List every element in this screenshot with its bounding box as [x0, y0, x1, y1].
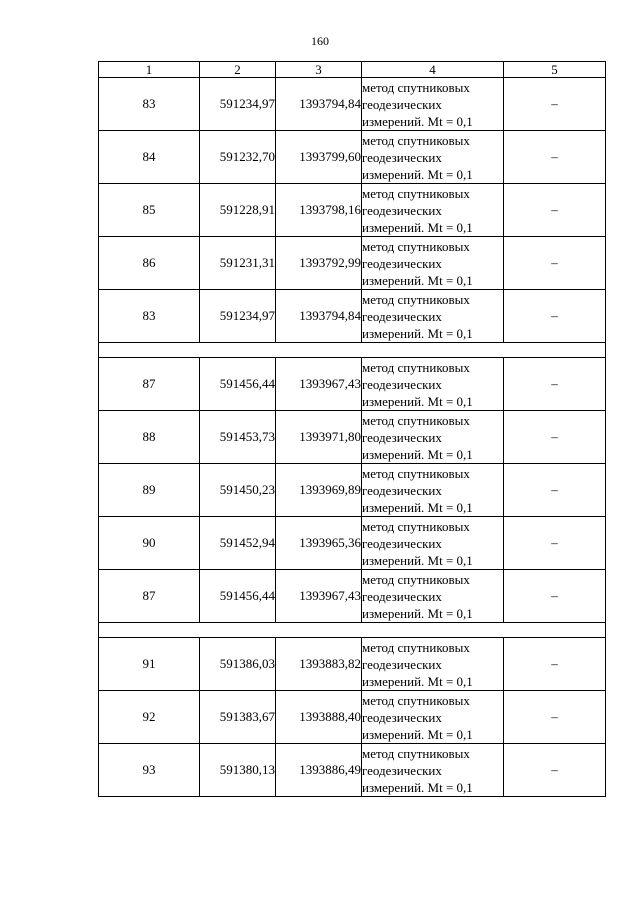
method-line: геодезических [362, 429, 442, 445]
method-line: измерений. Mt = 0,1 [362, 552, 473, 568]
method-cell [362, 638, 504, 691]
method-line: метод спутниковых [362, 185, 470, 201]
point-number-cell: 84 [99, 131, 200, 184]
method-cell [362, 78, 504, 131]
point-number-cell: 89 [99, 464, 200, 517]
coordinate-y-cell: 1393969,89 [276, 464, 362, 517]
coordinate-y-cell: 1393967,43 [276, 570, 362, 623]
table-row [99, 78, 606, 131]
method-line: геодезических [362, 376, 442, 392]
method-line: метод спутниковых [362, 745, 470, 761]
method-line: геодезических [362, 308, 442, 324]
group-separator-cell [99, 343, 606, 358]
note-cell: – [504, 131, 606, 184]
point-number-cell: 86 [99, 237, 200, 290]
method-cell [362, 290, 504, 343]
note-cell: – [504, 744, 606, 797]
method-line: геодезических [362, 588, 442, 604]
point-number-cell: 90 [99, 517, 200, 570]
point-number-cell: 93 [99, 744, 200, 797]
method-line: геодезических [362, 149, 442, 165]
method-line: метод спутниковых [362, 639, 470, 655]
group-separator-row [99, 623, 606, 638]
table-row [99, 184, 606, 237]
column-header-4: 4 [362, 62, 504, 78]
method-line: измерений. Mt = 0,1 [362, 166, 473, 182]
method-line: измерений. Mt = 0,1 [362, 726, 473, 742]
method-line: метод спутниковых [362, 518, 470, 534]
method-cell [362, 744, 504, 797]
coordinate-y-cell: 1393794,84 [276, 78, 362, 131]
coordinate-y-cell: 1393792,99 [276, 237, 362, 290]
note-cell: – [504, 184, 606, 237]
method-line: геодезических [362, 202, 442, 218]
method-line: метод спутниковых [362, 238, 470, 254]
coordinate-x-cell: 591380,13 [200, 744, 276, 797]
method-cell [362, 184, 504, 237]
table-row [99, 464, 606, 517]
method-line: измерений. Mt = 0,1 [362, 113, 473, 129]
table-row [99, 131, 606, 184]
point-number-cell: 88 [99, 411, 200, 464]
method-line: геодезических [362, 255, 442, 271]
group-separator-row [99, 343, 606, 358]
method-cell [362, 358, 504, 411]
table-header-row [99, 62, 606, 78]
coordinate-x-cell: 591456,44 [200, 570, 276, 623]
note-cell: – [504, 464, 606, 517]
column-header-1: 1 [99, 62, 200, 78]
point-number-cell: 83 [99, 78, 200, 131]
method-line: измерений. Mt = 0,1 [362, 779, 473, 795]
method-line: метод спутниковых [362, 79, 470, 95]
method-cell [362, 237, 504, 290]
note-cell: – [504, 517, 606, 570]
method-line: измерений. Mt = 0,1 [362, 605, 473, 621]
coordinate-x-cell: 591232,70 [200, 131, 276, 184]
point-number-cell: 83 [99, 290, 200, 343]
method-line: измерений. Mt = 0,1 [362, 272, 473, 288]
coordinate-x-cell: 591234,97 [200, 78, 276, 131]
point-number-cell: 87 [99, 358, 200, 411]
coordinates-table [98, 61, 606, 797]
column-header-5: 5 [504, 62, 606, 78]
coordinate-y-cell: 1393799,60 [276, 131, 362, 184]
note-cell: – [504, 358, 606, 411]
method-cell [362, 691, 504, 744]
method-line: геодезических [362, 762, 442, 778]
method-line: геодезических [362, 656, 442, 672]
method-cell [362, 464, 504, 517]
method-line: метод спутниковых [362, 692, 470, 708]
method-line: метод спутниковых [362, 571, 470, 587]
method-line: метод спутниковых [362, 465, 470, 481]
coordinate-x-cell: 591453,73 [200, 411, 276, 464]
column-header-2: 2 [200, 62, 276, 78]
coordinate-x-cell: 591452,94 [200, 517, 276, 570]
method-line: геодезических [362, 709, 442, 725]
table-row [99, 237, 606, 290]
coordinate-y-cell: 1393965,36 [276, 517, 362, 570]
note-cell: – [504, 290, 606, 343]
coordinate-y-cell: 1393798,16 [276, 184, 362, 237]
method-line: метод спутниковых [362, 132, 470, 148]
point-number-cell: 85 [99, 184, 200, 237]
method-line: метод спутниковых [362, 359, 470, 375]
coordinate-y-cell: 1393883,82 [276, 638, 362, 691]
table-row [99, 358, 606, 411]
table-row [99, 744, 606, 797]
coordinate-x-cell: 591231,31 [200, 237, 276, 290]
coordinate-x-cell: 591234,97 [200, 290, 276, 343]
method-line: геодезических [362, 482, 442, 498]
method-line: измерений. Mt = 0,1 [362, 673, 473, 689]
coordinate-y-cell: 1393888,40 [276, 691, 362, 744]
coordinate-y-cell: 1393794,84 [276, 290, 362, 343]
coordinate-x-cell: 591450,23 [200, 464, 276, 517]
note-cell: – [504, 237, 606, 290]
method-line: измерений. Mt = 0,1 [362, 446, 473, 462]
point-number-cell: 91 [99, 638, 200, 691]
method-line: метод спутниковых [362, 412, 470, 428]
table-row [99, 638, 606, 691]
table-row [99, 411, 606, 464]
method-line: метод спутниковых [362, 291, 470, 307]
table-row [99, 517, 606, 570]
coordinate-x-cell: 591456,44 [200, 358, 276, 411]
point-number-cell: 92 [99, 691, 200, 744]
note-cell: – [504, 570, 606, 623]
point-number-cell: 87 [99, 570, 200, 623]
table-row [99, 691, 606, 744]
page-number: 160 [311, 34, 329, 48]
group-separator-cell [99, 623, 606, 638]
column-header-3: 3 [276, 62, 362, 78]
coordinate-y-cell: 1393971,80 [276, 411, 362, 464]
method-cell [362, 570, 504, 623]
note-cell: – [504, 411, 606, 464]
coordinate-y-cell: 1393967,43 [276, 358, 362, 411]
method-line: измерений. Mt = 0,1 [362, 499, 473, 515]
note-cell: – [504, 638, 606, 691]
table-row [99, 570, 606, 623]
method-line: геодезических [362, 96, 442, 112]
method-cell [362, 411, 504, 464]
note-cell: – [504, 691, 606, 744]
table-row [99, 290, 606, 343]
method-line: измерений. Mt = 0,1 [362, 325, 473, 341]
coordinate-x-cell: 591383,67 [200, 691, 276, 744]
method-line: геодезических [362, 535, 442, 551]
coordinate-y-cell: 1393886,49 [276, 744, 362, 797]
method-line: измерений. Mt = 0,1 [362, 393, 473, 409]
coordinate-x-cell: 591228,91 [200, 184, 276, 237]
note-cell: – [504, 78, 606, 131]
method-cell [362, 517, 504, 570]
coordinate-x-cell: 591386,03 [200, 638, 276, 691]
method-line: измерений. Mt = 0,1 [362, 219, 473, 235]
coordinates-table-body [99, 62, 606, 797]
method-cell [362, 131, 504, 184]
